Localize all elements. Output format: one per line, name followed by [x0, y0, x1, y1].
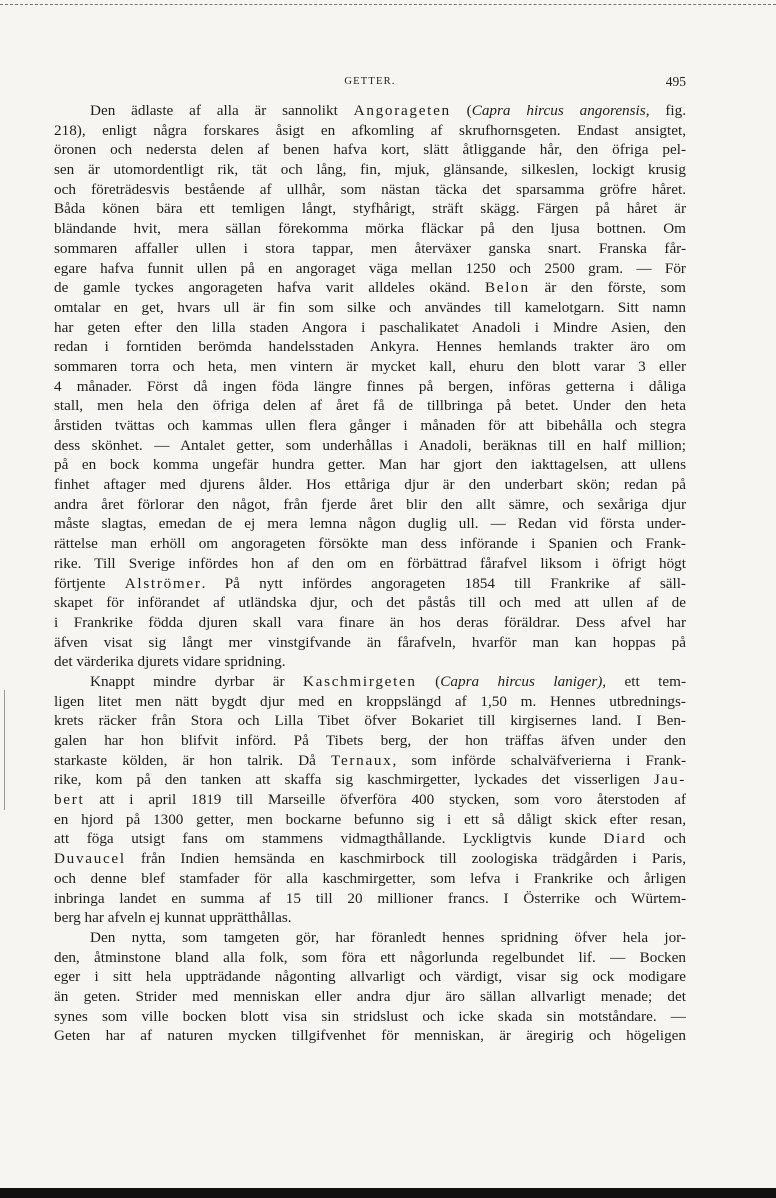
text-line: stall, men hela den öfriga delen af året få de tillbringa på betet. Under den heta: [54, 397, 686, 415]
text-line: sommaren affaller ullen i stora tappar, men återväxer ganska snart. Franska får-: [54, 239, 686, 257]
text-line: andra året förlorar den något, från fjerde året blir den allt sämre, och sexåriga djur: [54, 495, 686, 513]
spaced-term: Ternaux: [331, 751, 393, 769]
text-line: i Frankrike födda djuren skall vara finare än hos deras föräldrar. Dess afvel har: [54, 613, 686, 631]
text-line: måste slagtas, emedan de ej mera lemna någon duglig ull. — Redan vid första under-: [54, 515, 686, 533]
italic-name: Capra hircus angorensis,: [471, 102, 650, 119]
text-line: eger i sitt hela uppträdande någonting allvarligt och värdigt, visar sig ock modigare: [54, 968, 686, 986]
text-line: att föga utsigt fans om stammens vidmagthållande. Lyckligtvis kunde Diard och: [54, 830, 686, 848]
text-line: än geten. Strider med menniskan eller andra djur äro sällan allvarligt menade; det: [54, 987, 686, 1005]
spaced-term: Kaschmirgeten: [302, 672, 417, 690]
text-line: bländande hvit, mera sällan förekomma mörka fläckar på den ljusa bottnen. Om: [54, 220, 686, 238]
text-line: galen har hon blifvit införd. På Tibets berg, der hon träffas äfven under den: [54, 732, 686, 749]
running-head: GETTER.: [344, 76, 396, 87]
text-line: sommaren torra och heta, men vintern är mycket kall, ehuru den blott varar 3 eller: [54, 357, 686, 375]
page-header: [54, 74, 686, 94]
bottom-scan-edge: [0, 1188, 776, 1198]
spaced-term: Angorageten: [353, 102, 451, 119]
spaced-term: Jau-: [653, 771, 686, 789]
text-line: och denne blef stamfader för alla kaschmirgetter, som lefva i Frankrike och årligen: [54, 869, 686, 887]
text-line: Knappt mindre dyrbar är Kaschmirgeten (Capra hircus laniger), ett tem-: [90, 672, 686, 690]
spaced-term: bert: [54, 791, 85, 809]
spaced-term: Belon: [484, 279, 530, 297]
text-line: årstiden tvättas och kammas ullen flera gånger i månaden för att bibehålla och stegra: [54, 417, 686, 434]
text-line: bert att i april 1819 till Marseille öfverföra 400 stycken, som voro återstoden af: [54, 791, 686, 809]
spaced-term: Diard: [603, 830, 647, 848]
text-line: ligen litet men nätt bygdt djur med en kroppslängd af 1,50 m. Hennes utbrednings-: [54, 692, 686, 710]
text-line: förtjente Alströmer. På nytt infördes angorageten 1854 till Frankrike af säll-: [54, 574, 686, 592]
text-line: de gamle tyckes angorageten hafva varit alldeles okänd. Belon är den förste, som: [54, 279, 686, 297]
text-line: rike, kom på den tanken att skaffa sig kaschmirgetter, lyckades det visserligen Jau-: [54, 771, 686, 789]
text-line: Båda könen bära ett temligen långt, styfhårigt, sträft skägg. Färgen på håret är: [54, 200, 686, 218]
text-line: Den nytta, som tamgeten gör, har föranledt hennes spridning öfver hela jor-: [90, 928, 686, 946]
text-line: egare hafva funnit ullen på en angoraget väga mellan 1250 och 2500 gram. — För: [54, 259, 686, 277]
text-line: finhet aftager med djurens ålder. Hos ettåriga djur är den underbart skön; redan på: [54, 476, 686, 494]
text-line: en hjord på 1300 getter, men bockarne befunno sig i ett så dåligt skick efter resan,: [54, 810, 686, 828]
text-line: 4 månader. Först då ingen föda längre finnes på bergen, införas getterna i dåliga: [54, 377, 686, 395]
text-line: rättelse man erhöll om angorageten försökte man dess införande i Spanien och Frank-: [54, 535, 686, 553]
text-line: på en bock komma ungefär hundra getter. Man har gjort den iakttagelsen, att ullens: [54, 456, 686, 474]
text-line: berg har afveln ej kunnat upprätthållas.: [54, 909, 292, 927]
text-line: 218), enligt några forskares åsigt en afkomling af skrufhornsgeten. Endast ansigtet,: [54, 121, 686, 139]
text-line: inbringa landet en summa af 15 till 20 millioner francs. I Österrike och Würtem-: [54, 889, 686, 907]
margin-scan-mark: [4, 690, 5, 810]
text-line: starkaste kölden, är hon talrik. Då Ternaux, som införde schalväfverierna i Frank-: [54, 751, 686, 769]
text-line: synes som ville bocken blott visa sin stridslust och icke skada sin motståndare. —: [54, 1007, 686, 1025]
spaced-term: Duvaucel: [54, 850, 126, 868]
spaced-term: Alströmer: [124, 574, 202, 592]
text-line: öronen och nedersta delen af benen hafva kort, slätt åtliggande hår, den öfriga pel-: [54, 141, 686, 159]
text-line: krets räcker från Stora och Lilla Tibet öfver Bokariet till kirgisernes land. I Ben-: [54, 712, 686, 730]
body-text: [54, 101, 686, 1046]
text-line: redan i forntiden berömda handelsstaden Ankyra. Hennes hemlands trakter äro om: [54, 338, 686, 356]
text-line: skapet för införandet af utländska djur, och det påstås till och med att ullen af de: [54, 594, 686, 612]
text-line: har geten efter den lilla staden Angora i paschalikatet Anadoli i Mindre Asien, den: [54, 318, 686, 336]
top-scan-rule: [0, 4, 776, 5]
text-line: Geten har af naturen mycken tillgifvenhet för menniskan, är äregirig och högeligen: [54, 1027, 686, 1045]
text-line: den, åtminstone bland alla folk, som föra ett någorlunda regelbundet lif. — Bocken: [54, 948, 686, 966]
text-line: Duvaucel från Indien hemsända en kaschmirbock till zoologiska trädgården i Paris,: [54, 850, 686, 868]
text-line: Den ädlaste af alla är sannolikt Angorageten (Capra hircus angorensis, fig.: [90, 102, 686, 119]
text-line: äfven visat sig långt mer vinstgifvande än fårafveln, hvarför man kan hoppas på: [54, 633, 686, 651]
text-line: och företrädesvis bestående af ullhår, som nästan täcka det sparsamma gröfre håret.: [54, 180, 686, 198]
text-line: rike. Till Sverige infördes hon af den om en förbättrad fårafvel liksom i öfrigt högt: [54, 554, 686, 572]
text-line: dess skönhet. — Antalet getter, som underhållas i Anadoli, beräknas till en half million;: [54, 436, 686, 454]
page-number: 495: [665, 74, 686, 89]
text-line: omtalar en get, hvars ull är fin som silke och användes till kamelotgarn. Sitt namn: [54, 298, 686, 316]
italic-name: Capra hircus laniger),: [440, 672, 607, 690]
text-line: det värderika djurets vidare spridning.: [54, 653, 286, 671]
text-line: sen är utomordentligt rik, tät och lång, fin, mjuk, glänsande, silkeslen, lockigt krusig: [54, 161, 686, 179]
